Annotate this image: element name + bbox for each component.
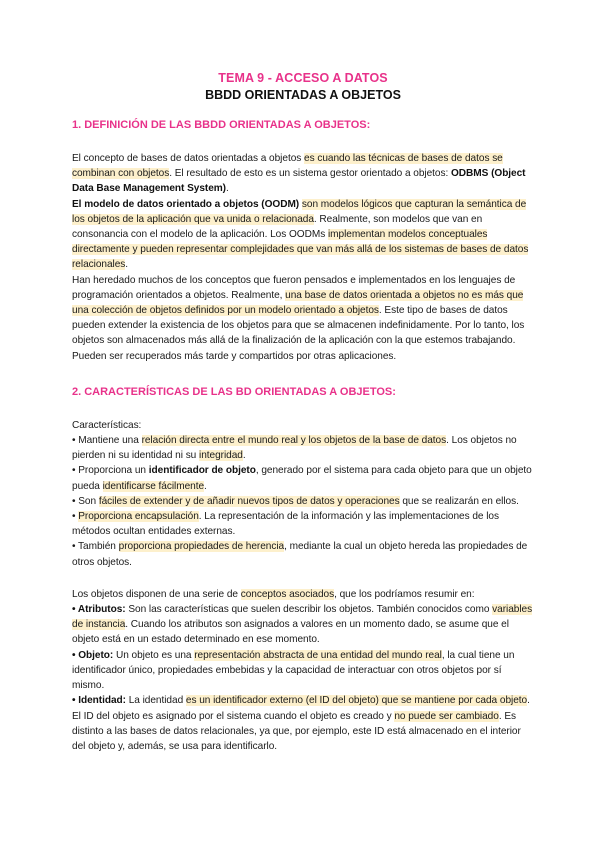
text-run: , que los podríamos resumir en:: [334, 588, 475, 600]
characteristic-item: [72, 463, 534, 493]
highlighted-text: fáciles de extender y de añadir nuevos tipos de datos y operaciones: [98, 495, 400, 507]
concept-item-identidad: [72, 693, 534, 754]
section-1-paragraph-2: [72, 197, 534, 273]
characteristic-item: [72, 509, 534, 539]
text-run: , la cual tiene un identificador único, propiedades embebidas y la capacidad de interactuar con otros objetos por sí mismo.: [72, 649, 515, 692]
text-run: , generado por el sistema para cada objeto para que un objeto pueda: [72, 465, 532, 492]
text-run: . Los objetos no pierden ni su identidad ni su: [72, 435, 517, 462]
characteristics-intro: Características:: [72, 419, 142, 431]
text-run: . Realmente, son modelos que van en consonancia con el modelo de la aplicación. Los OODMs: [72, 213, 483, 241]
highlighted-text: proporciona propiedades de herencia: [118, 541, 285, 553]
concept-item-objeto: [72, 648, 534, 694]
highlighted-text: implementan modelos conceptuales directamente y pueden representar complejidades que van más allá de los sistemas de bases de datos relacionales: [72, 229, 529, 271]
text-run: • Son: [72, 495, 99, 507]
document-page: [72, 70, 534, 754]
highlighted-text: es cuando las técnicas de bases de datos se combinan con objetos: [72, 153, 503, 180]
text-run: •: [72, 511, 79, 523]
highlighted-text: no puede ser cambiado: [394, 710, 499, 722]
concepts-intro: [72, 587, 534, 602]
text-run: Son las características que suelen describir los objetos. También conocidos como: [125, 604, 493, 616]
text-run: La identidad: [125, 695, 186, 707]
text-run: . Es distinto a las bases de datos relacionales, ya que, por ejemplo, este ID está almacenado en el interior del objeto y, además, se usa para identificarlo.: [72, 710, 521, 752]
highlighted-text: integridad: [199, 450, 243, 462]
bold-term: • Identidad:: [72, 695, 126, 707]
highlighted-text: Proporciona encapsulación: [78, 511, 199, 523]
text-run: .: [204, 480, 207, 492]
characteristic-item: [72, 539, 534, 569]
text-run: .: [125, 259, 129, 271]
section-1-paragraph-1: [72, 151, 534, 197]
highlighted-text: es un identificador externo (el ID del objeto) que se mantiene por cada objeto: [185, 695, 528, 707]
highlighted-text: representación abstracta de una entidad del mundo real: [194, 649, 442, 661]
highlighted-text: conceptos asociados: [240, 588, 335, 600]
text-run: • Mantiene una: [72, 435, 142, 447]
text-run: Los objetos disponen de una serie de: [72, 588, 241, 600]
text-run: .: [242, 450, 246, 462]
concept-item-atributos: [72, 602, 534, 648]
text-run: , mediante la cual un objeto hereda las propiedades de otros objetos.: [72, 541, 528, 568]
characteristic-item: [72, 433, 534, 463]
bold-term: El modelo de datos orientado a objetos (OODM): [72, 198, 300, 210]
text-run: . El ID del objeto es asignado por el sistema cuando el objeto es creado y: [72, 695, 530, 722]
bold-term: ODBMS (Object Data Base Management System): [72, 168, 526, 195]
section-1-paragraph-3: [72, 273, 534, 364]
text-run: que se realizarán en ellos.: [399, 495, 519, 507]
highlighted-text: variables de instancia: [72, 604, 533, 631]
text-run: El concepto de bases de datos orientadas a objetos: [72, 153, 305, 164]
text-run: . El resultado de esto es un sistema gestor orientado a objetos:: [169, 168, 451, 180]
section-1-heading: 1. DEFINICIÓN DE LAS BBDD ORIENTADAS A OBJETOS:: [72, 119, 371, 131]
text-run: Un objeto es una: [113, 649, 195, 661]
text-run: . Este tipo de bases de datos pueden extender la existencia de los objetos para que se almacenen indefinidamente. Por lo tanto, los objetos son almacenados más allá de la finalización de la aplicación con la que estemos trabajando. Pueden ser recuperados más tarde y compartidos por otras aplicaciones.: [72, 305, 525, 362]
text-run: • Proporciona un: [72, 465, 149, 477]
document-subtitle: BBDD ORIENTADAS A OBJETOS: [205, 88, 401, 102]
highlighted-text: una base de datos orientada a objetos no es más que una colección de objetos definidos por un modelo orientado a objetos: [72, 289, 524, 317]
bold-term: identificador de objeto: [148, 465, 256, 477]
section-2-heading: 2. CARACTERÍSTICAS DE LAS BD ORIENTADAS A OBJETOS:: [72, 385, 396, 398]
bold-term: • Objeto:: [72, 649, 114, 661]
highlighted-text: relación directa entre el mundo real y los objetos de la base de datos: [141, 435, 447, 447]
text-run: . Cuando los atributos son asignados a valores en un momento dado, se asume que el objeto está en un estado determinado en ese momento.: [72, 619, 509, 646]
characteristic-item: [72, 494, 534, 509]
text-run: Han heredado muchos de los conceptos que fueron pensados e implementados en los lenguajes de programación orientados a objetos. Realmente,: [72, 274, 516, 301]
text-run: .: [226, 183, 229, 195]
highlighted-text: son modelos lógicos que capturan la semántica de los objetos de la aplicación que va unida o relacionada: [72, 198, 527, 225]
text-run: • También: [72, 541, 119, 553]
highlighted-text: identificarse fácilmente: [102, 480, 205, 492]
document-title: TEMA 9 - ACCESO A DATOS: [218, 71, 388, 85]
text-run: . La representación de la información y las implementaciones de los métodos ocultan entidades externas.: [72, 511, 499, 538]
bold-term: • Atributos:: [72, 604, 126, 616]
